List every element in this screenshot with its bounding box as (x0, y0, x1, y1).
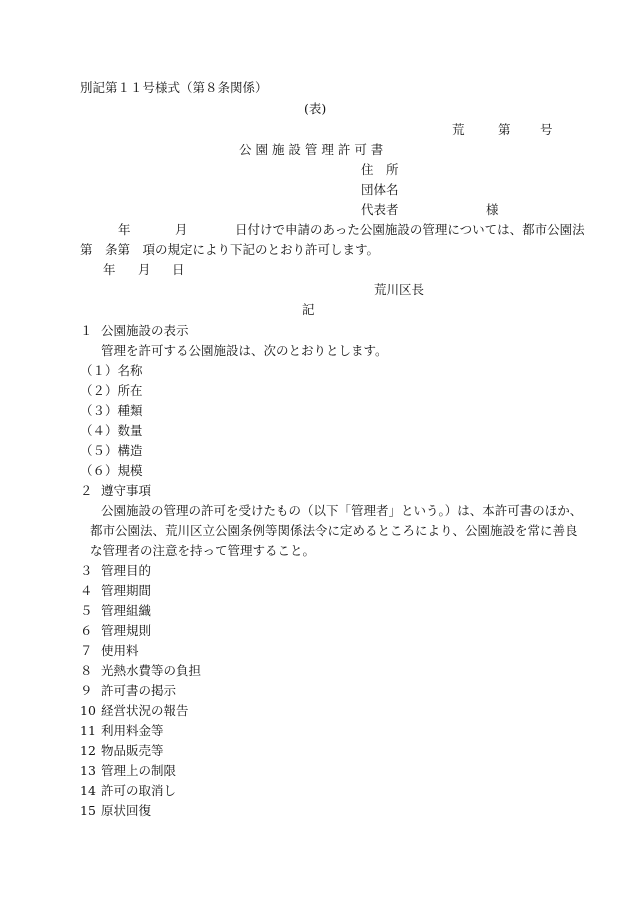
section-title: 光熱水費等の負担 (101, 663, 202, 678)
section-num: ４ (80, 583, 93, 598)
section-title: 管理目的 (101, 563, 152, 578)
side-label: (表) (304, 101, 327, 116)
section-2-title: 遵守事項 (101, 483, 152, 498)
issue-year: 年 (103, 262, 116, 277)
section-num: ６ (80, 623, 93, 638)
doc-no-go: 号 (540, 122, 553, 137)
date-month: 月 (175, 222, 188, 237)
section-num: 15 (80, 803, 96, 818)
section-title: 管理組織 (101, 603, 152, 618)
section-title: 管理期間 (101, 583, 152, 598)
list-item: （５）構造 (80, 443, 143, 458)
section-num: ７ (80, 643, 93, 658)
issuer: 荒川区長 (374, 282, 425, 297)
issue-month: 月 (138, 262, 151, 277)
section-num: 10 (80, 703, 96, 718)
list-item: （６）規模 (80, 463, 143, 478)
section-2-para-2: 都市公園法、荒川区立公園条例等関係法令に定めるところにより、公園施設を常に善良 (90, 523, 578, 538)
list-item: （２）所在 (80, 383, 143, 398)
honorific: 様 (486, 202, 499, 217)
section-num: 11 (80, 723, 96, 738)
section-num: 14 (80, 783, 96, 798)
section-num: ５ (80, 603, 93, 618)
section-1-intro: 管理を許可する公園施設は、次のとおりとします。 (101, 343, 388, 358)
section-title: 物品販売等 (101, 743, 164, 758)
rep-label: 代表者 (361, 202, 399, 217)
section-2-para-1: 公園施設の管理の許可を受けたもの（以下「管理者」という。）は、本許可書のほか、 (101, 503, 583, 518)
section-title: 使用料 (101, 643, 139, 658)
section-title: 利用料金等 (101, 723, 164, 738)
section-num: ３ (80, 563, 93, 578)
section-title: 原状回復 (101, 803, 152, 818)
section-2-para-3: な管理者の注意を持って管理すること。 (90, 543, 316, 558)
section-title: 経営状況の報告 (101, 703, 189, 718)
list-item: （４）数量 (80, 423, 143, 438)
section-title: 許可の取消し (101, 783, 177, 798)
doc-no-ara: 荒 (452, 122, 465, 137)
section-num: 13 (80, 763, 96, 778)
issue-day: 日 (172, 262, 185, 277)
section-1-num: １ (80, 323, 93, 338)
body-sentence-1: 日付けで申請のあった公園施設の管理については、都市公園法 (235, 222, 585, 237)
form-label: 別記第１１号様式（第８条関係） (80, 80, 268, 95)
section-2-num: ２ (80, 483, 93, 498)
page-title: 公 園 施 設 管 理 許 可 書 (239, 142, 384, 157)
list-item: （１）名称 (80, 363, 143, 378)
doc-no-dai: 第 (498, 122, 511, 137)
section-num: ８ (80, 663, 93, 678)
ki-heading: 記 (302, 302, 315, 317)
section-num: ９ (80, 683, 93, 698)
date-year: 年 (118, 222, 131, 237)
section-title: 許可書の掲示 (101, 683, 177, 698)
section-title: 管理上の制限 (101, 763, 177, 778)
group-label: 団体名 (361, 182, 399, 197)
body-sentence-2: 第 条第 項の規定により下記のとおり許可します。 (80, 242, 380, 257)
section-num: 12 (80, 743, 96, 758)
list-item: （３）種類 (80, 403, 143, 418)
section-1-title: 公園施設の表示 (101, 323, 189, 338)
address-label: 住 所 (361, 162, 399, 177)
section-title: 管理規則 (101, 623, 152, 638)
